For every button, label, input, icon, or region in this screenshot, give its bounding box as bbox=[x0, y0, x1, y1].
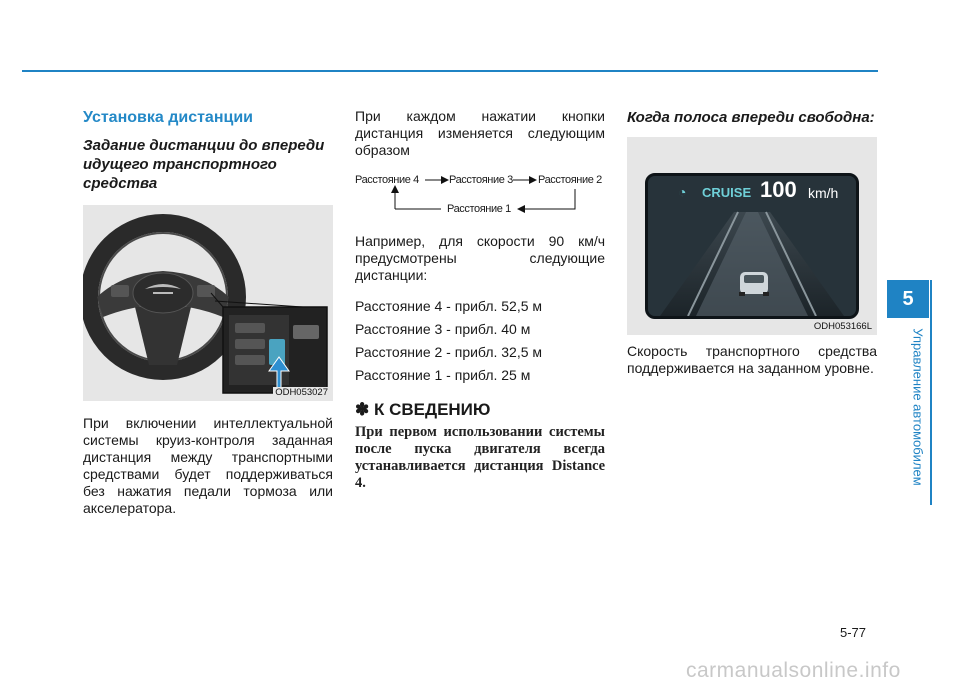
set-speed-value: 100 bbox=[760, 177, 797, 202]
distance-list bbox=[355, 298, 605, 384]
column-right bbox=[627, 108, 877, 377]
distance-item: Расстояние 2 - прибл. 32,5 м bbox=[355, 344, 543, 360]
distance-item: Расстояние 4 - прибл. 52,5 м bbox=[355, 298, 543, 314]
chapter-side-rule bbox=[930, 280, 932, 505]
note-body: При первом использовании системы после пуска двигателя всегда устанавливается дистанция Distance 4. bbox=[355, 424, 605, 491]
steering-wheel-figure bbox=[83, 205, 333, 401]
page-number: 5-77 bbox=[840, 625, 867, 640]
intro-paragraph: При каждом нажатии кнопки дистанция изменяется следующим образом bbox=[355, 108, 605, 158]
distance-1-label: Расстояние 1 bbox=[447, 203, 511, 215]
column-left bbox=[83, 108, 333, 517]
chapter-number-tab: 5 bbox=[887, 280, 929, 318]
distance-2-label: Расстояние 2 bbox=[538, 174, 602, 186]
section-heading: Установка дистанции bbox=[83, 109, 253, 126]
steering-wheel-illustration bbox=[83, 205, 333, 401]
body-paragraph-lane-clear: Скорость транспортного средства поддерживается на заданном уровне. bbox=[627, 343, 877, 376]
speed-unit: km/h bbox=[808, 185, 839, 201]
column-middle bbox=[355, 108, 605, 492]
body-paragraph: При включении интеллектуальной системы круиз-контроля заданная дистанция между транспортными средствами будет поддерживаться без нажатия педали тормоза или акселератора. bbox=[83, 415, 333, 516]
chapter-label bbox=[908, 322, 928, 492]
cluster-display-figure bbox=[627, 137, 877, 335]
watermark: carmanualsonline.info bbox=[686, 659, 901, 682]
distance-item: Расстояние 1 - прибл. 25 м bbox=[355, 367, 531, 383]
chapter-label-text: Управление автомобилем bbox=[910, 328, 926, 486]
subsection-heading: Задание дистанции до впереди идущего транспортного средства bbox=[83, 137, 325, 192]
subsection-heading-lane-clear: Когда полоса впереди свободна: bbox=[627, 109, 875, 126]
distance-3-label: Расстояние 3 bbox=[449, 174, 513, 186]
speedometer-icon: ◔ bbox=[678, 184, 687, 200]
cruise-label: CRUISE bbox=[702, 185, 752, 200]
figure-code: ODH053027 bbox=[275, 387, 328, 398]
figure-code: ODH053166L bbox=[813, 321, 872, 332]
distance-4-label: Расстояние 4 bbox=[355, 174, 419, 186]
distance-cycle-diagram bbox=[355, 171, 605, 221]
note-title: ✽ К СВЕДЕНИЮ bbox=[355, 400, 491, 419]
distance-item: Расстояние 3 - прибл. 40 м bbox=[355, 321, 531, 337]
top-rule bbox=[22, 70, 878, 72]
example-paragraph: Например, для скорости 90 км/ч предусмотрены следующие дистанции: bbox=[355, 233, 605, 283]
cluster-display bbox=[645, 173, 859, 319]
